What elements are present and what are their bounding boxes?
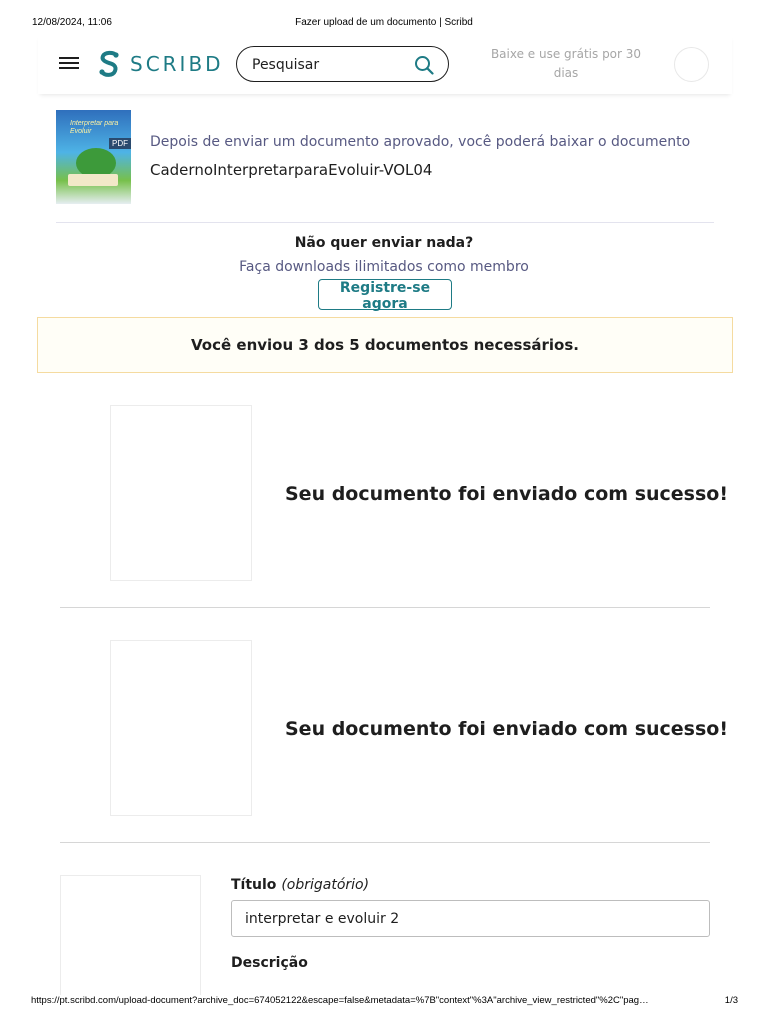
thumbnail-title: Interpretar para Evoluir <box>70 120 119 135</box>
search-input[interactable] <box>252 55 402 75</box>
upload-success-message: Seu documento foi enviado com sucesso! <box>285 483 729 505</box>
upload-item <box>60 640 729 843</box>
title-label <box>231 877 369 893</box>
print-header <box>0 17 768 31</box>
register-button[interactable]: Registre-se agora <box>318 279 452 310</box>
pdf-badge: PDF <box>109 138 131 149</box>
search-box[interactable] <box>236 46 449 82</box>
title-input[interactable] <box>231 900 710 937</box>
uploaded-document-thumbnail <box>110 640 252 816</box>
print-page-title: Fazer upload de um documento | Scribd <box>295 17 473 28</box>
promo-question: Não quer enviar nada? <box>294 235 474 251</box>
avatar[interactable] <box>674 47 709 82</box>
scribd-logo[interactable] <box>97 50 224 78</box>
upload-progress-text: Você enviou 3 dos 5 documentos necessários. <box>191 336 579 354</box>
document-name: CadernoInterpretarparaEvoluir-VOL04 <box>150 161 433 179</box>
description-label: Descrição <box>231 955 308 971</box>
promo-subtitle: Faça downloads ilimitados como membro <box>239 259 529 275</box>
document-thumbnail <box>56 110 131 204</box>
current-upload-thumbnail <box>60 875 201 995</box>
free-trial-link[interactable]: Baixe e use grátis por 30 dias <box>490 47 642 80</box>
uploaded-document-thumbnail <box>110 405 252 581</box>
scribd-logo-icon <box>97 50 121 78</box>
title-label-text: Título <box>231 877 277 893</box>
upload-item <box>60 405 729 608</box>
print-footer <box>0 995 768 1009</box>
hamburger-menu-icon[interactable] <box>59 54 81 72</box>
logo-text: SCRIBD <box>130 52 224 76</box>
document-note: Depois de enviar um documento aprovado, você poderá baixar o documento <box>150 134 691 150</box>
upload-success-message: Seu documento foi enviado com sucesso! <box>285 718 729 740</box>
print-page-number: 1/3 <box>724 995 738 1006</box>
requested-document <box>56 110 714 223</box>
print-url: https://pt.scribd.com/upload-document?archive_doc=674052122&escape=false&metadata=%7B"context"%3A"archive_view_restricted"%2C"pag… <box>31 995 649 1006</box>
thumbnail-book-illustration <box>68 174 118 186</box>
print-datetime: 12/08/2024, 11:06 <box>32 17 112 28</box>
top-navbar <box>38 34 732 94</box>
upload-progress-banner <box>37 317 733 373</box>
title-required-note: (obrigatório) <box>281 877 370 893</box>
search-icon[interactable] <box>414 55 434 75</box>
